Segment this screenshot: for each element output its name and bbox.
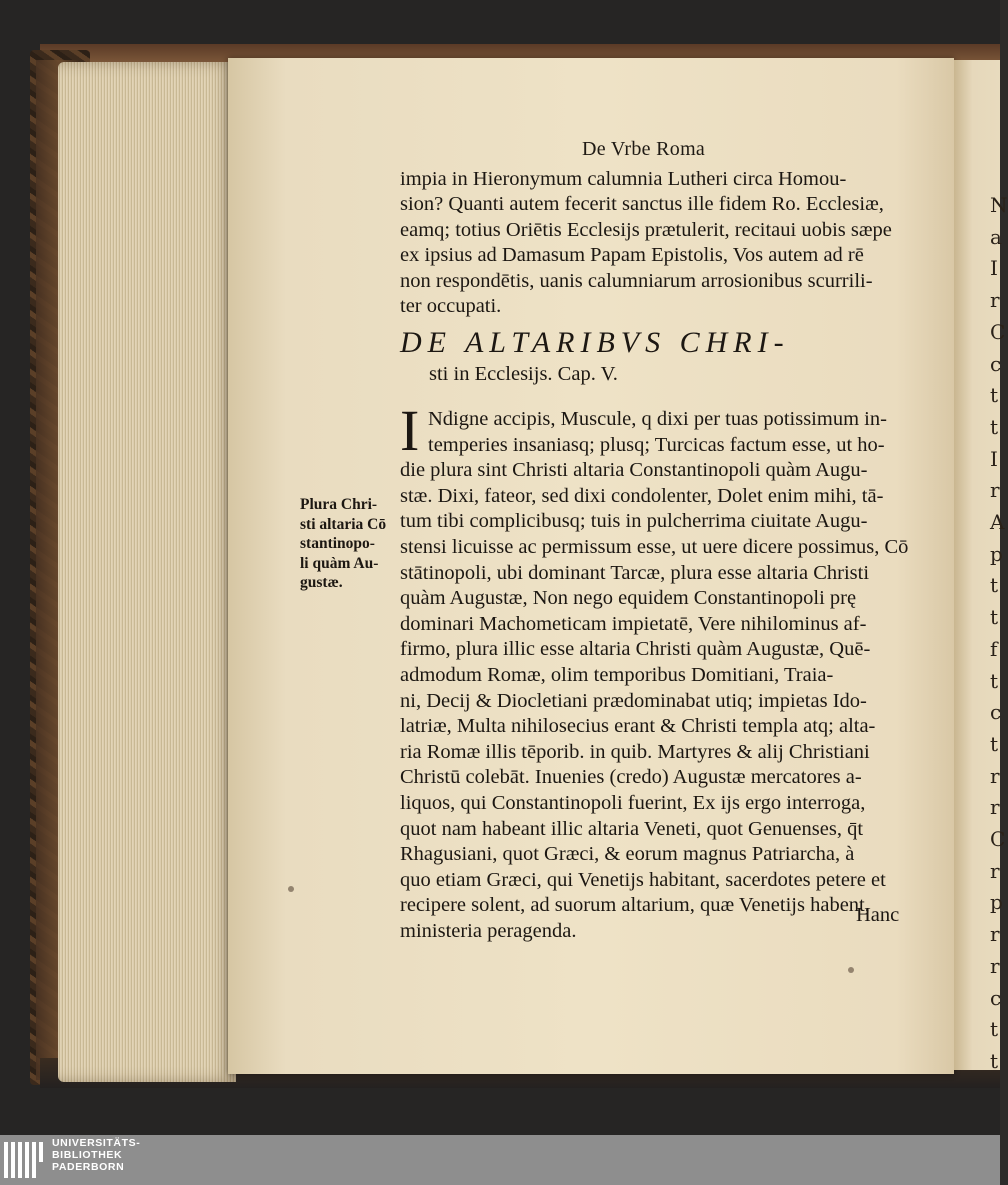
text-line: sion? Quanti autem fecerit sanctus ille fidem Ro. Ecclesiæ, bbox=[400, 193, 884, 216]
marginal-line: stantinopo- bbox=[300, 535, 375, 552]
text-line: recipere solent, ad suorum altarium, quæ Venetijs habent, bbox=[400, 894, 870, 917]
text-line: ni, Decij & Diocletiani prædominabat utiq; impietas Ido- bbox=[400, 689, 867, 712]
text-line: Ndigne accipis, Muscule, q dixi per tuas potissimum in- bbox=[428, 408, 887, 430]
text-line: Rhagusiani, quot Græci, & eorum magnus Patriarcha, à bbox=[400, 843, 855, 866]
text-line: ex ipsius ad Damasum Papam Epistolis, Vos autem ad rē bbox=[400, 244, 864, 267]
text-line: stæ. Dixi, fateor, sed dixi condolenter, Dolet enim mihi, tā- bbox=[400, 484, 884, 507]
text-line: non respondētis, uanis calumniarum arrosionibus scurrili- bbox=[400, 269, 873, 292]
text-line: quo etiam Græci, qui Venetijs habitant, sacerdotes petere et bbox=[400, 868, 886, 891]
top-paragraph bbox=[400, 167, 910, 319]
marginal-line: sti altaria Cō bbox=[300, 515, 387, 533]
page-edges bbox=[58, 62, 236, 1082]
adjacent-page bbox=[954, 60, 1008, 1073]
catchword: Hanc bbox=[856, 904, 900, 926]
text-line: impia in Hieronymum calumnia Lutheri circa Homou- bbox=[400, 168, 847, 190]
library-name-line: PADERBORN bbox=[52, 1161, 125, 1173]
text-line: liquos, qui Constantinopoli fuerint, Ex ijs ergo interroga, bbox=[400, 791, 866, 814]
library-name bbox=[52, 1137, 140, 1173]
library-name-line: UNIVERSITÄTS- bbox=[52, 1137, 141, 1149]
marginal-note bbox=[300, 495, 386, 593]
text-line: eamq; totius Oriētis Ecclesijs prætulerit, recitaui uobis sæpe bbox=[400, 218, 892, 241]
text-line: die plura sint Christi altaria Constantinopoli quàm Augu- bbox=[400, 459, 868, 482]
text-line: admodum Romæ, olim temporibus Domitiani, Traia- bbox=[400, 663, 834, 686]
paper-spot bbox=[848, 967, 854, 973]
text-line: stensi licuisse ac permissum esse, ut uere dicere possimus, Cō bbox=[400, 535, 909, 558]
chapter-subheading: sti in Ecclesijs. Cap. V. bbox=[429, 363, 618, 385]
paper-spot bbox=[288, 886, 294, 892]
text-line: latriæ, Multa nihilosecius erant & Christi templa atq; alta- bbox=[400, 715, 876, 738]
text-line: quot nam habeant illic altaria Veneti, quot Genuenses, q̄t bbox=[400, 817, 864, 840]
chapter-heading: DE ALTARIBVS CHRI- bbox=[400, 326, 790, 359]
adjacent-page-letters: N a I r C c t t I r A p t t f t c t r r C r p r r c t t bbox=[990, 193, 1008, 1073]
text-line: ter occupati. bbox=[400, 295, 502, 318]
text-line: ria Romæ illis tēporib. in quib. Martyres & alij Christiani bbox=[400, 740, 870, 763]
text-line: ministeria peragenda. bbox=[400, 919, 577, 942]
marginal-line: gustæ. bbox=[300, 574, 343, 591]
marginal-line: li quàm Au- bbox=[300, 554, 379, 572]
text-line: stātinopoli, ubi dominant Tarcæ, plura esse altaria Christi bbox=[400, 561, 870, 584]
marginal-line: Plura Chri- bbox=[300, 496, 378, 513]
library-logo-icon bbox=[4, 1140, 46, 1180]
text-line: firmo, plura illic esse altaria Christi quàm Augustæ, Quē- bbox=[400, 638, 871, 661]
chapter-body bbox=[400, 398, 915, 944]
library-name-line: BIBLIOTHEK bbox=[52, 1149, 123, 1161]
footer-bar bbox=[0, 1135, 1000, 1185]
text-line: tum tibi complicibusq; tuis in pulcherrima ciuitate Augu- bbox=[400, 510, 868, 533]
text-line: Christū colebāt. Inuenies (credo) Augustæ mercatores a- bbox=[400, 766, 862, 789]
drop-cap: I bbox=[400, 398, 420, 463]
text-line: quàm Augustæ, Non nego equidem Constantinopoli prę bbox=[400, 587, 857, 610]
text-line: temperies insaniasq; plusq; Turcicas factum esse, ut ho- bbox=[428, 433, 885, 456]
running-head: De Vrbe Roma bbox=[582, 138, 706, 160]
text-line: dominari Machometicam impietatē, Vere nihilominus af- bbox=[400, 612, 867, 635]
